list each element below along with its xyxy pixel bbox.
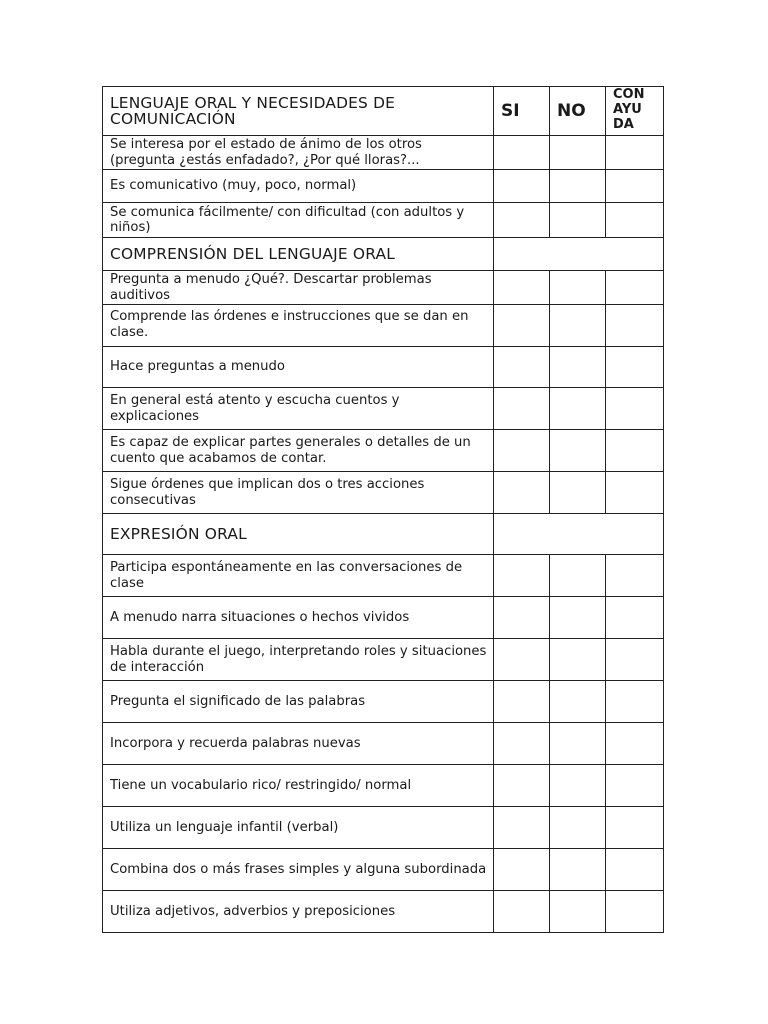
item-label: Incorpora y recuerda palabras nuevas <box>103 723 494 765</box>
section-title: COMPRENSIÓN DEL LENGUAJE ORAL <box>103 238 494 271</box>
checkbox-con-ayuda[interactable] <box>606 765 664 807</box>
checkbox-si[interactable] <box>494 555 550 597</box>
header-row <box>103 87 664 136</box>
checkbox-no[interactable] <box>550 639 606 681</box>
checkbox-si[interactable] <box>494 347 550 388</box>
checkbox-no[interactable] <box>550 807 606 849</box>
checkbox-con-ayuda[interactable] <box>606 430 664 472</box>
section-title: EXPRESIÓN ORAL <box>103 514 494 555</box>
item-label: Se comunica fácilmente/ con dificultad (con adultos y niños) <box>103 203 494 238</box>
item-label: Utiliza un lenguaje infantil (verbal) <box>103 807 494 849</box>
checkbox-si[interactable] <box>494 597 550 639</box>
item-label: Habla durante el juego, interpretando roles y situaciones de interacción <box>103 639 494 681</box>
table-row <box>103 203 664 238</box>
checkbox-con-ayuda[interactable] <box>606 388 664 430</box>
checkbox-si[interactable] <box>494 639 550 681</box>
item-label: A menudo narra situaciones o hechos vividos <box>103 597 494 639</box>
table-row <box>103 136 664 170</box>
checkbox-si[interactable] <box>494 849 550 891</box>
table-row <box>103 597 664 639</box>
checkbox-con-ayuda[interactable] <box>606 807 664 849</box>
checkbox-si[interactable] <box>494 723 550 765</box>
table-row <box>103 305 664 347</box>
column-header-no: NO <box>550 87 606 136</box>
checkbox-con-ayuda[interactable] <box>606 203 664 238</box>
table-row <box>103 681 664 723</box>
checkbox-no[interactable] <box>550 430 606 472</box>
checkbox-si[interactable] <box>494 170 550 203</box>
table-row <box>103 765 664 807</box>
checkbox-con-ayuda[interactable] <box>606 681 664 723</box>
checkbox-con-ayuda[interactable] <box>606 639 664 681</box>
checkbox-si[interactable] <box>494 891 550 933</box>
table-row <box>103 388 664 430</box>
checkbox-si[interactable] <box>494 136 550 170</box>
section-blank-cell <box>494 514 664 555</box>
table-row <box>103 891 664 933</box>
checkbox-no[interactable] <box>550 203 606 238</box>
column-header-si: SI <box>494 87 550 136</box>
checkbox-con-ayuda[interactable] <box>606 347 664 388</box>
evaluation-table <box>102 86 664 933</box>
checkbox-no[interactable] <box>550 849 606 891</box>
table-row <box>103 472 664 514</box>
checkbox-no[interactable] <box>550 136 606 170</box>
checkbox-si[interactable] <box>494 681 550 723</box>
item-label: Hace preguntas a menudo <box>103 347 494 388</box>
table-row <box>103 639 664 681</box>
section-row <box>103 238 664 271</box>
checkbox-no[interactable] <box>550 388 606 430</box>
checkbox-no[interactable] <box>550 472 606 514</box>
table-row <box>103 271 664 305</box>
checkbox-si[interactable] <box>494 203 550 238</box>
table-row <box>103 807 664 849</box>
checkbox-con-ayuda[interactable] <box>606 305 664 347</box>
table-row <box>103 347 664 388</box>
checkbox-si[interactable] <box>494 472 550 514</box>
checkbox-no[interactable] <box>550 555 606 597</box>
section-blank-cell <box>494 238 664 271</box>
table-row <box>103 723 664 765</box>
item-label: Pregunta el significado de las palabras <box>103 681 494 723</box>
checkbox-con-ayuda[interactable] <box>606 597 664 639</box>
checkbox-si[interactable] <box>494 305 550 347</box>
item-label: Participa espontáneamente en las conversaciones de clase <box>103 555 494 597</box>
table-row <box>103 430 664 472</box>
item-label: Se interesa por el estado de ánimo de los otros (pregunta ¿estás enfadado?, ¿Por qué lloras?... <box>103 136 494 170</box>
checkbox-si[interactable] <box>494 271 550 305</box>
checkbox-no[interactable] <box>550 347 606 388</box>
item-label: Sigue órdenes que implican dos o tres acciones consecutivas <box>103 472 494 514</box>
checkbox-con-ayuda[interactable] <box>606 271 664 305</box>
checkbox-si[interactable] <box>494 765 550 807</box>
column-header-con-ayuda: CON AYU DA <box>606 87 664 136</box>
checkbox-con-ayuda[interactable] <box>606 849 664 891</box>
table-row <box>103 849 664 891</box>
table-row <box>103 170 664 203</box>
checkbox-si[interactable] <box>494 430 550 472</box>
checkbox-con-ayuda[interactable] <box>606 555 664 597</box>
checkbox-no[interactable] <box>550 305 606 347</box>
checkbox-con-ayuda[interactable] <box>606 170 664 203</box>
checkbox-si[interactable] <box>494 388 550 430</box>
item-label: En general está atento y escucha cuentos y explicaciones <box>103 388 494 430</box>
item-label: Es capaz de explicar partes generales o detalles de un cuento que acabamos de contar. <box>103 430 494 472</box>
checkbox-no[interactable] <box>550 723 606 765</box>
item-label: Utiliza adjetivos, adverbios y preposiciones <box>103 891 494 933</box>
checkbox-no[interactable] <box>550 765 606 807</box>
checkbox-no[interactable] <box>550 891 606 933</box>
checkbox-no[interactable] <box>550 597 606 639</box>
table-row <box>103 555 664 597</box>
checkbox-si[interactable] <box>494 807 550 849</box>
checkbox-no[interactable] <box>550 681 606 723</box>
checkbox-con-ayuda[interactable] <box>606 136 664 170</box>
item-label: Combina dos o más frases simples y alguna subordinada <box>103 849 494 891</box>
checkbox-no[interactable] <box>550 170 606 203</box>
section-row <box>103 514 664 555</box>
table-title: LENGUAJE ORAL Y NECESIDADES DE COMUNICACIÓN <box>103 87 494 136</box>
item-label: Comprende las órdenes e instrucciones que se dan en clase. <box>103 305 494 347</box>
item-label: Es comunicativo (muy, poco, normal) <box>103 170 494 203</box>
item-label: Tiene un vocabulario rico/ restringido/ normal <box>103 765 494 807</box>
checkbox-no[interactable] <box>550 271 606 305</box>
checkbox-con-ayuda[interactable] <box>606 891 664 933</box>
checkbox-con-ayuda[interactable] <box>606 472 664 514</box>
checkbox-con-ayuda[interactable] <box>606 723 664 765</box>
item-label: Pregunta a menudo ¿Qué?. Descartar problemas auditivos <box>103 271 494 305</box>
